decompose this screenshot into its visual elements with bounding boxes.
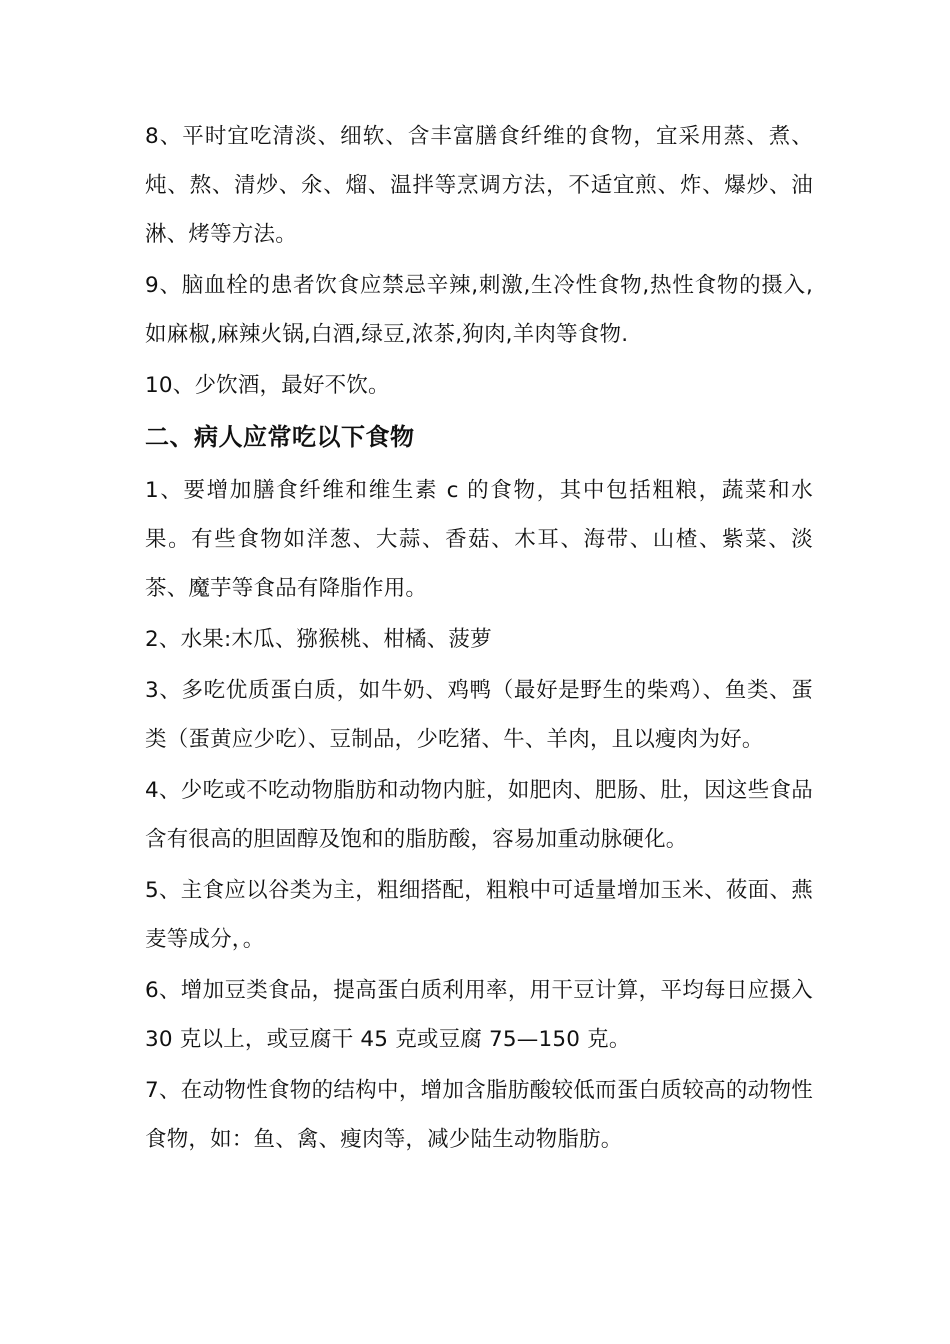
section-heading: 二、病人应常吃以下食物 xyxy=(145,423,415,451)
paragraph-food-7: 7、在动物性食物的结构中，增加含脂肪酸较低而蛋白质较高的动物性食物，如：鱼、禽、瘦肉等，减少陆生动物脂肪。 xyxy=(145,1078,813,1152)
paragraph-item-9: 9、脑血栓的患者饮食应禁忌辛辣,刺激,生冷性食物,热性食物的摄入,如麻椒,麻辣火锅,白酒,绿豆,浓茶,狗肉,羊肉等食物. xyxy=(145,273,813,347)
paragraph-food-3: 3、多吃优质蛋白质，如牛奶、鸡鸭（最好是野生的柴鸡）、鱼类、蛋类（蛋黄应少吃）、豆制品，少吃猪、牛、羊肉，且以瘦肉为好。 xyxy=(145,678,813,752)
paragraph-food-4: 4、少吃或不吃动物脂肪和动物内脏，如肥肉、肥肠、肚，因这些食品含有很高的胆固醇及饱和的脂肪酸，容易加重动脉硬化。 xyxy=(145,778,813,852)
document-body xyxy=(145,112,813,1166)
paragraph-food-2: 2、水果:木瓜、猕猴桃、柑橘、菠萝 xyxy=(145,627,492,652)
paragraph-food-6: 6、增加豆类食品，提高蛋白质利用率，用干豆计算，平均每日应摄入 30 克以上，或豆腐干 45 克或豆腐 75—150 克。 xyxy=(145,978,813,1052)
paragraph-food-5: 5、主食应以谷类为主，粗细搭配，粗粮中可适量增加玉米、莜面、燕麦等成分，。 xyxy=(145,878,813,952)
paragraph-food-1: 1、要增加膳食纤维和维生素 c 的食物，其中包括粗粮，蔬菜和水果。有些食物如洋葱、大蒜、香菇、木耳、海带、山楂、紫菜、淡茶、魔芋等食品有降脂作用。 xyxy=(145,478,813,601)
paragraph-item-10: 10、少饮酒，最好不饮。 xyxy=(145,373,390,398)
paragraph-item-8: 8、平时宜吃清淡、细软、含丰富膳食纤维的食物，宜采用蒸、煮、炖、熬、清炒、氽、熘、温拌等烹调方法，不适宜煎、炸、爆炒、油淋、烤等方法。 xyxy=(145,124,813,247)
